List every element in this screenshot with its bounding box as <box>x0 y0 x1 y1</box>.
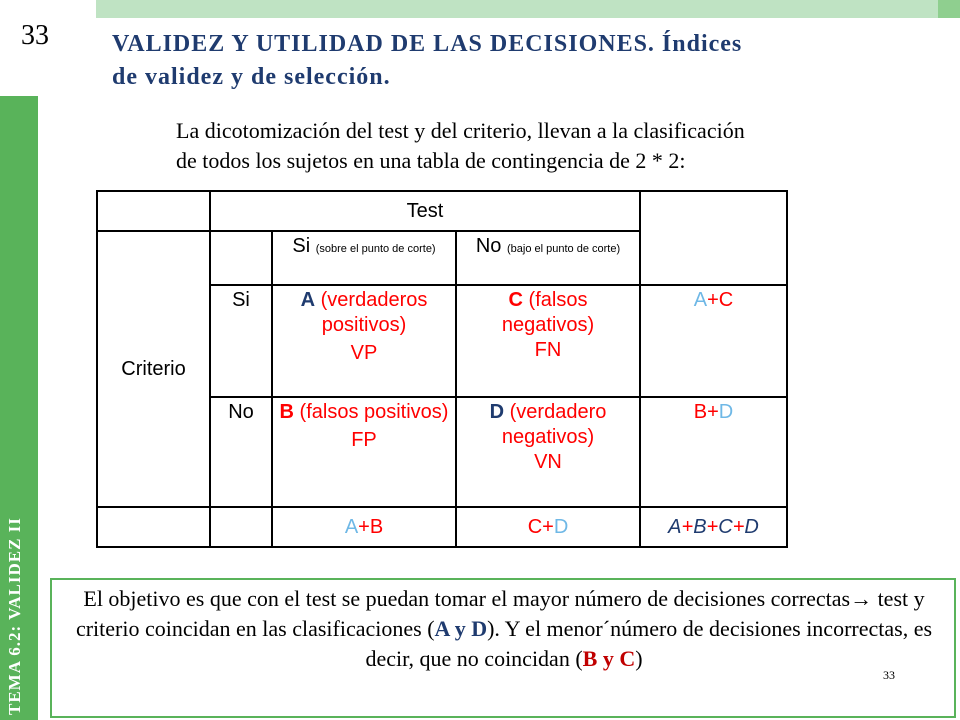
cell-b-abbr: FP <box>351 429 377 451</box>
cell-b-text: (falsos positivos) <box>299 401 449 423</box>
criterio-label: Criterio <box>97 231 210 507</box>
grand-total-plus-1: + <box>681 515 694 538</box>
footer-page-number: 33 <box>883 668 895 682</box>
total-col-2-a: C <box>527 515 543 538</box>
col-si-label: Si <box>292 235 311 257</box>
top-decor-bar <box>96 0 960 18</box>
cell-d-abbr: VN <box>534 451 562 473</box>
col-no-note: (bajo el punto de corte) <box>507 243 621 255</box>
cell-c <box>456 285 640 397</box>
summary-part-3: ). Y el menor´número de decisiones incorrectas, es decir, que no coincidan ( <box>365 616 933 671</box>
col-si-note: (sobre el punto de corte) <box>315 243 436 255</box>
cell-a-letter: A <box>300 289 316 311</box>
grand-total-plus-2: + <box>706 515 719 538</box>
contingency-table <box>96 190 788 548</box>
slide-number: 33 <box>21 20 49 51</box>
grand-total-d: D <box>744 515 759 538</box>
grand-total-a: A <box>668 515 682 538</box>
cell-c-abbr: FN <box>534 339 562 361</box>
grand-total <box>640 507 787 547</box>
total-col-1-a: A <box>344 515 359 538</box>
cell-c-letter: C <box>508 289 523 311</box>
total-row-1-b: C <box>718 289 734 311</box>
col-no-label: No <box>475 235 502 257</box>
empty-cell <box>210 231 272 285</box>
summary-part-4: ) <box>635 646 643 671</box>
empty-cell <box>97 507 210 547</box>
sidebar-label: TEMA 6.2: VALIDEZ II <box>5 517 24 715</box>
cell-d-text: (verdadero negativos) <box>501 401 607 448</box>
total-col-1-op: + <box>358 515 370 538</box>
total-col-1 <box>272 507 456 547</box>
summary-text <box>56 584 952 674</box>
intro-line-2: de todos los sujetos en una tabla de contingencia de 2 * 2: <box>176 148 686 173</box>
test-header: Test <box>210 191 640 231</box>
grand-total-b: B <box>693 515 707 538</box>
cell-b <box>272 397 456 507</box>
empty-cell <box>210 507 272 547</box>
total-row-2-op: + <box>707 401 719 423</box>
total-row-2-a: B <box>693 401 708 423</box>
summary-part-2: test y criterio coincidan en las clasificaciones ( <box>75 586 925 641</box>
total-col-2-op: + <box>542 515 554 538</box>
cell-a-abbr: VP <box>350 342 378 364</box>
cell-b-letter: B <box>279 401 294 423</box>
total-col-2 <box>456 507 640 547</box>
total-col-2-b: D <box>553 515 569 538</box>
cell-a <box>272 285 456 397</box>
grand-total-plus-3: + <box>732 515 745 538</box>
cell-c-text: (falsos negativos) <box>501 289 595 336</box>
total-row-1-op: + <box>707 289 719 311</box>
slide-title <box>112 28 912 94</box>
empty-cell <box>640 191 787 285</box>
total-row-2 <box>640 397 787 507</box>
title-line-2: de validez y de selección. <box>112 64 391 90</box>
total-row-1-a: A <box>693 289 708 311</box>
col-header-no <box>456 231 640 285</box>
intro-text <box>176 116 946 176</box>
summary-correct-cells: A y D <box>434 616 488 641</box>
title-line-1: VALIDEZ Y UTILIDAD DE LAS DECISIONES. Índices <box>112 31 743 57</box>
summary-part-1: El objetivo es que con el test se puedan tomar el mayor número de decisiones correctas <box>83 586 851 611</box>
total-row-1 <box>640 285 787 397</box>
grand-total-c: C <box>718 515 733 538</box>
total-row-2-b: D <box>718 401 734 423</box>
total-col-1-b: B <box>369 515 384 538</box>
cell-a-text: (verdaderos positivos) <box>320 289 428 336</box>
row-header-no: No <box>210 397 272 507</box>
empty-cell <box>97 191 210 231</box>
summary-incorrect-cells: B y C <box>582 646 636 671</box>
col-header-si <box>272 231 456 285</box>
intro-line-1: La dicotomización del test y del criterio, llevan a la clasificación <box>176 118 745 143</box>
top-decor-square <box>938 0 960 18</box>
row-header-si: Si <box>210 285 272 397</box>
arrow-icon: → <box>850 586 873 611</box>
cell-d-letter: D <box>489 401 505 423</box>
cell-d <box>456 397 640 507</box>
